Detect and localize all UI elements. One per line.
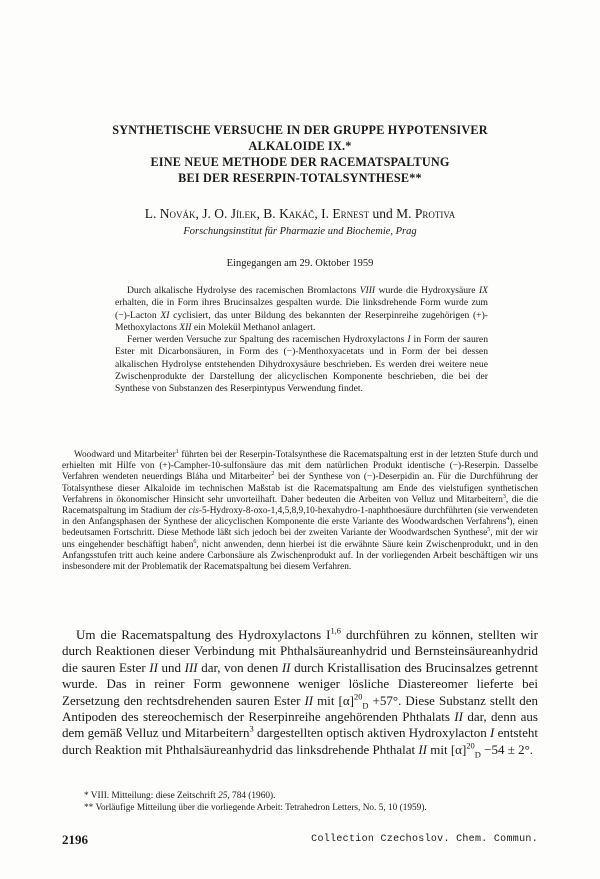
body-text: +57°. Diese Substanz stellt den Antipoden des stereochemisch der Reserpinreihe angehörenden Phthalats xyxy=(62,692,538,725)
abstract-text: cyclisiert, das unter Bildung des bekannten der Reserpinreihe zugehörigen (+)-Methoxylactons xyxy=(115,309,488,333)
footnote-text: ** Vorläufige Mitteilung über die vorliegende Arbeit: Tetrahedron Letters, No. 5, 10 (1959). xyxy=(84,803,427,813)
intro-text: -5-Hydroxy-8-oxo-1,4,5,8,9,10-hexahydro-1-naphthoesäure durchführten (sie verwendeten in den Anfangsphasen der Synthese der alicyclischen Komponente die erste Variante des Woodwardschen Verfahrens xyxy=(62,506,538,528)
author-list: L. Novák, J. O. Jílek, B. Kakáč, I. Ernest und M. Protiva xyxy=(144,206,456,221)
author-1-name: Novák xyxy=(159,206,196,221)
abstract-text: in Form der sauren Ester mit Dicarbonsäuren, in Form des (−)-Menthoxyacetats und in Form der bei dessen alkalischen Hydrolyse entstehenden Dihydroxysäure beschrieben. Es werden drei weitere neue Zwischenprodukte der Darstellung der alicyclischen Komponente beschrieben, die bei der Synthese von Substanzen des Reserpintypus Verwendung findet. xyxy=(115,334,488,395)
compound-ref: IX xyxy=(478,285,488,296)
author-2-initials: J. O. xyxy=(202,206,231,221)
intro-text: ), einen bedeutsamen Fortschritt. Diese Methode läßt sich jedoch bei der zweiten Variante der Woodwardschen Synthese xyxy=(62,517,538,539)
institute-affiliation: Forschungsinstitut für Pharmazie und Biochemie, Prag xyxy=(183,226,417,237)
intro-text: , nicht anwenden, denn hierbei ist die erwähnte Säure kein Zwischenprodukt, und in den Anfangsstufen tritt auch keine andere Carbonsäure als Zwischenprodukt auf. In der vorliegenden Arbeit beschäftigen wir uns insbesondere mit der Problematik der Racematspaltung bei diesem Verfahren. xyxy=(62,539,538,573)
journal-name: Collection Czechoslov. Chem. Commun. xyxy=(311,834,538,845)
abstract-text: Ferner werden Versuche zur Spaltung des racemischen Hydroxylactons xyxy=(127,334,408,346)
intro-text: , mit der wir uns eingehender beschäftigt haben xyxy=(62,528,538,550)
intro-text: bei der Synthese von (−)-Deserpidin an. Für die Durchführung der Totalsynthese dieser Alkaloide im technischen Maßstab ist die Racematspaltung am Ende des vielstufigen synthetischen Verfahrens in ökonomischer Hinsicht sehr unvorteilhaft. Daher bedeuten die Arbeiten von Velluz und Mitarbeitern xyxy=(62,472,538,505)
author-conjunction: und xyxy=(369,206,397,221)
citation-ref: 1,6 xyxy=(330,625,341,636)
compound-ref: II xyxy=(454,709,463,725)
volume-number: 25 xyxy=(218,791,228,801)
rotation-temperature: 20 xyxy=(353,691,363,702)
main-paragraph xyxy=(62,627,538,758)
compound-ref: VIII xyxy=(359,285,376,296)
author-1-initials: L. xyxy=(144,206,160,221)
intro-text: Woodward und Mitarbeiter xyxy=(74,450,176,460)
footnote-text: , 784 (1960). xyxy=(227,791,276,801)
title-line-1: SYNTHETISCHE VERSUCHE IN DER GRUPPE HYPOTENSIVER xyxy=(112,123,488,137)
author-4-name: Ernest xyxy=(332,206,370,221)
intro-text: führten bei der Reserpin-Totalsynthese die Racematspaltung erst in der letzten Stufe durch und erhielten mit Hilfe von (+)-Campher-10-sulfonsäure das mit dem natürlichen Produkt identische (−)-Reserpin. Dasselbe Verfahren wendeten neuerdings Bláha und Mitarbeiter xyxy=(62,450,538,483)
author-5-initials: M. xyxy=(396,206,415,221)
body-text: durchführen zu können, stellten wir durch Reaktionen dieser Verbindung mit Phthalsäureanhydrid und Bernsteinsäureanhydrid die sauren Ester xyxy=(62,627,538,675)
author-2-name: Jílek xyxy=(230,206,257,221)
abstract-text: wurde die Hydroxysäure xyxy=(375,285,479,296)
rotation-temperature: 20 xyxy=(466,740,475,751)
rotation-line: D xyxy=(474,749,481,760)
citation-ref: 4 xyxy=(506,516,510,523)
citation-ref: 3 xyxy=(502,493,506,500)
citation-ref: 1 xyxy=(175,448,179,455)
title-line-4: BEI DER RESERPIN-TOTALSYNTHESE** xyxy=(178,171,422,185)
body-text: durch Kristallisation des Brucinsalzes getrennt wurde. Das in reiner Form gewonnene weniger lösliche Diastereomer lieferte bei Zersetzung den rechtsdrehenden sauren Ester xyxy=(62,659,538,708)
compound-ref: III xyxy=(184,659,198,675)
author-5-name: Protiva xyxy=(414,206,456,221)
body-text: und xyxy=(157,659,185,675)
abstract xyxy=(115,285,488,396)
main-text xyxy=(62,627,538,758)
author-4-initials: I. xyxy=(321,206,333,221)
body-text: dar, denn aus dem gemäß Velluz und Mitarbeitern xyxy=(62,709,538,741)
author-3-name: Kakáč xyxy=(279,206,315,221)
citation-ref: 3 xyxy=(249,724,254,735)
intro-text: , die die Racematspaltung im Stadium der xyxy=(62,494,538,517)
body-text: Um die Racematspaltung des Hydroxylactons I xyxy=(76,627,331,642)
abstract-text: erhalten, die in Form ihres Brucinsalzes gespalten wurde. Die linksdrehende Form wurde zum (−)-Lacton xyxy=(115,297,488,321)
compound-ref: XI xyxy=(160,309,170,321)
compound-ref: II xyxy=(418,741,428,757)
body-text: dargestellten optisch aktiven Hydroxylacton xyxy=(253,725,490,741)
footnote-2 xyxy=(62,802,538,814)
footnote-1 xyxy=(62,790,538,802)
introduction xyxy=(62,450,538,573)
citation-ref: 6 xyxy=(193,538,197,545)
abstract-paragraph-2 xyxy=(115,334,488,395)
compound-ref: I xyxy=(407,334,411,346)
footnote-text: * VIII. Mitteilung: diese Zeitschrift xyxy=(84,791,219,801)
body-text: mit [α] xyxy=(313,692,354,708)
compound-ref: II xyxy=(281,659,291,675)
citation-ref: 2 xyxy=(271,471,275,478)
title-line-3: EINE NEUE METHODE DER RACEMATSPALTUNG xyxy=(150,155,450,169)
body-text: dar, von denen xyxy=(197,659,282,675)
citation-ref: 5 xyxy=(487,527,491,534)
abstract-paragraph-1 xyxy=(115,285,488,334)
footnotes xyxy=(62,790,538,814)
received-date: Eingegangen am 29. Oktober 1959 xyxy=(226,258,374,269)
author-3-initials: B. xyxy=(263,206,280,221)
italic-prefix: cis xyxy=(188,506,199,517)
body-text: −54 ± 2°. xyxy=(480,741,534,757)
compound-ref: I xyxy=(489,725,495,741)
compound-ref: II xyxy=(304,692,314,708)
page-number: 2196 xyxy=(62,832,88,847)
intro-paragraph xyxy=(62,450,538,573)
rotation-line: D xyxy=(362,700,369,711)
title-line-2: ALKALOIDE IX.* xyxy=(248,139,352,153)
abstract-text: Durch alkalische Hydrolyse des racemischen Bromlactons xyxy=(127,285,360,296)
body-text: mit [α] xyxy=(427,741,467,757)
body-text: entsteht durch Reaktion mit Phthalsäureanhydrid das linksdrehende Phthalat xyxy=(62,725,539,757)
article-title xyxy=(60,122,540,186)
abstract-text: ein Molekül Methanol anlagert. xyxy=(191,321,316,333)
compound-ref: XII xyxy=(179,321,192,333)
compound-ref: II xyxy=(149,659,158,675)
